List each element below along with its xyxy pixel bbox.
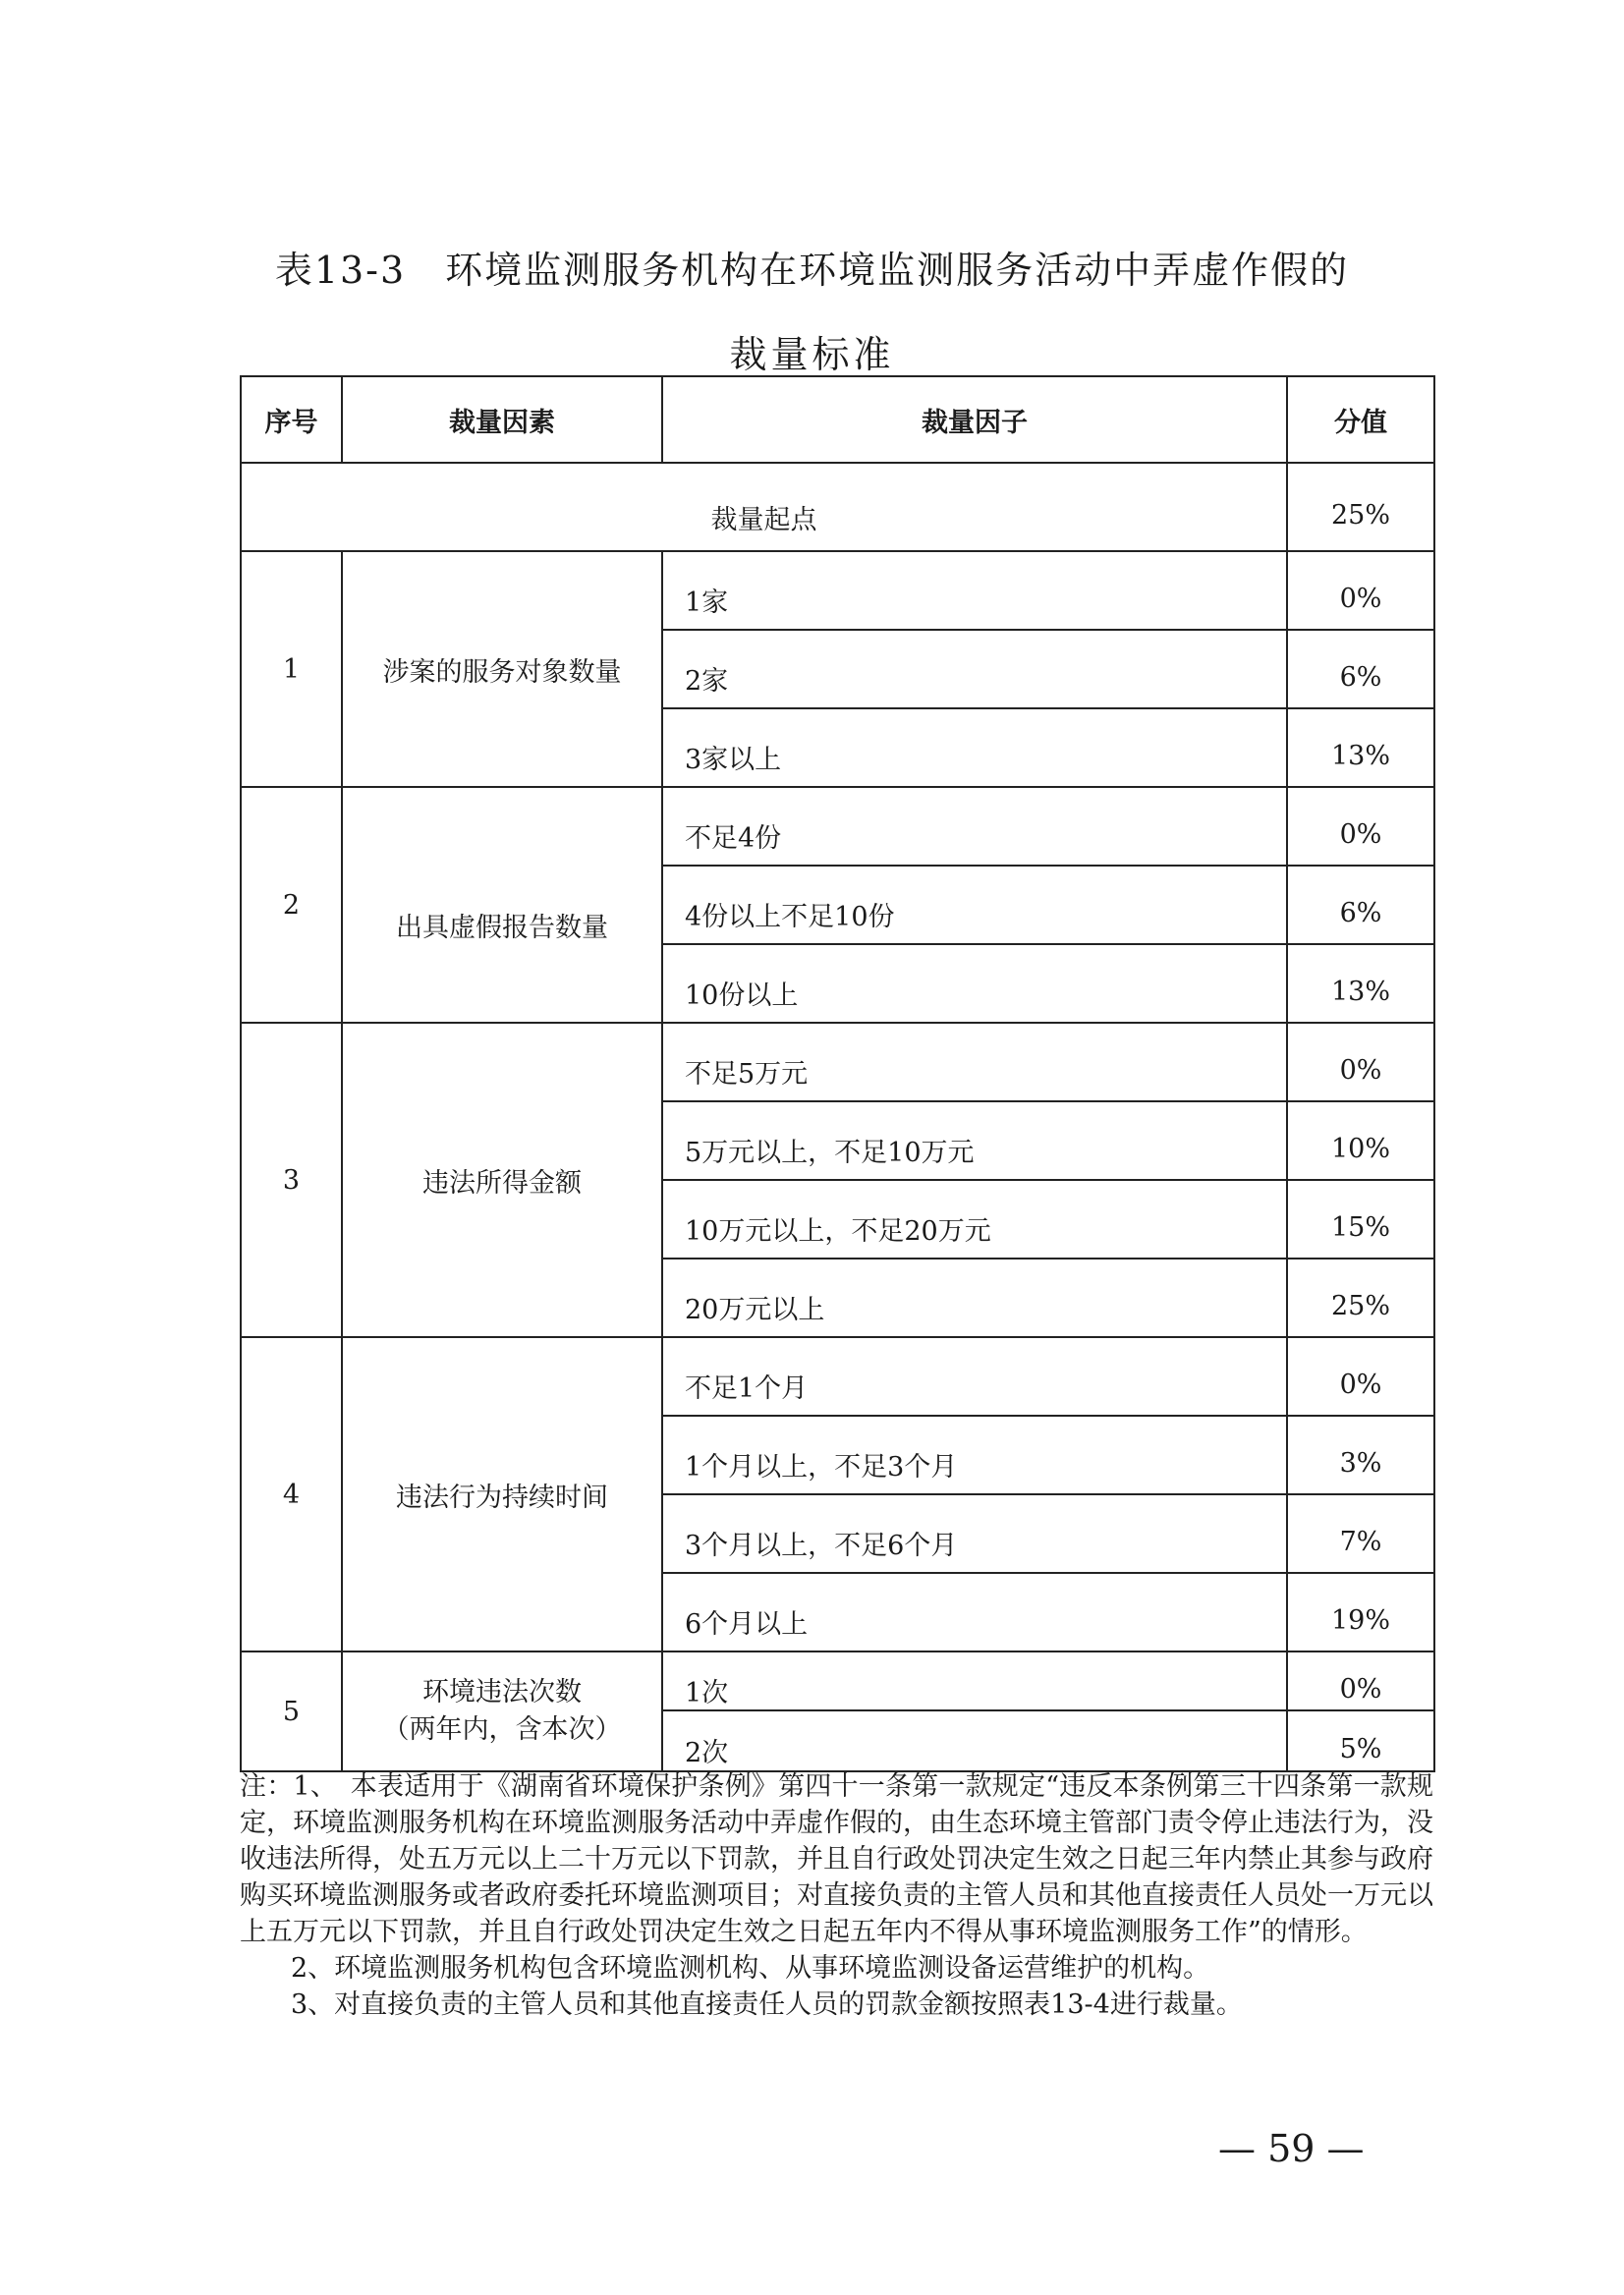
- score-value: 13%: [1287, 944, 1434, 1023]
- score-value: 6%: [1287, 866, 1434, 944]
- score-value: 0%: [1287, 551, 1434, 630]
- sub-factor: 不足1个月: [662, 1337, 1287, 1416]
- start-row: [241, 463, 1434, 551]
- sub-factor: 20万元以上: [662, 1259, 1287, 1337]
- sub-factor: 10万元以上，不足20万元: [662, 1180, 1287, 1259]
- group-seq: 5: [241, 1651, 342, 1771]
- sub-factor: 10份以上: [662, 944, 1287, 1023]
- group-factor: 违法行为持续时间: [342, 1337, 662, 1651]
- header-seq: 序号: [241, 376, 342, 463]
- score-value: 15%: [1287, 1180, 1434, 1259]
- score-value: 0%: [1287, 787, 1434, 866]
- group-seq: 4: [241, 1337, 342, 1651]
- sub-factor: 不足5万元: [662, 1023, 1287, 1101]
- group-factor: 涉案的服务对象数量: [342, 551, 662, 787]
- score-value: 10%: [1287, 1101, 1434, 1180]
- table-notes: [240, 1768, 1433, 2023]
- discretion-table: [240, 375, 1435, 1772]
- table-row: [241, 1651, 1434, 1710]
- sub-factor: 6个月以上: [662, 1573, 1287, 1651]
- sub-factor: 4份以上不足10份: [662, 866, 1287, 944]
- group-factor: 出具虚假报告数量: [342, 787, 662, 1023]
- start-label: 裁量起点: [241, 463, 1287, 551]
- start-value: 25%: [1287, 463, 1434, 551]
- score-value: 5%: [1287, 1710, 1434, 1771]
- group-seq: 2: [241, 787, 342, 1023]
- table-title: 表13-3 环境监测服务机构在环境监测服务活动中弄虚作假的: [274, 249, 1350, 292]
- group-seq: 3: [241, 1023, 342, 1337]
- score-value: 19%: [1287, 1573, 1434, 1651]
- table-title-line2: 裁量标准: [729, 333, 895, 376]
- score-value: 25%: [1287, 1259, 1434, 1337]
- group-factor-line2: （两年内，含本次）: [382, 1714, 622, 1745]
- group-factor-line1: 环境违法次数: [422, 1677, 582, 1707]
- sub-factor: 3个月以上，不足6个月: [662, 1494, 1287, 1573]
- sub-factor: 1个月以上，不足3个月: [662, 1416, 1287, 1494]
- sub-factor: 2家: [662, 630, 1287, 708]
- score-value: 0%: [1287, 1651, 1434, 1710]
- score-value: 6%: [1287, 630, 1434, 708]
- score-value: 0%: [1287, 1023, 1434, 1101]
- table-row: [241, 787, 1434, 866]
- group-factor: [342, 1651, 662, 1771]
- page-number: — 59 —: [1218, 2127, 1365, 2170]
- header-factor: 裁量因素: [342, 376, 662, 463]
- sub-factor: 2次: [662, 1710, 1287, 1771]
- header-row: [241, 376, 1434, 463]
- group-seq: 1: [241, 551, 342, 787]
- score-value: 3%: [1287, 1416, 1434, 1494]
- table-row: [241, 1337, 1434, 1416]
- sub-factor: 3家以上: [662, 708, 1287, 787]
- table-row: [241, 1023, 1434, 1101]
- sub-factor: 1家: [662, 551, 1287, 630]
- note-2: 2、环境监测服务机构包含环境监测机构、从事环境监测设备运营维护的机构。: [291, 1953, 1210, 1984]
- note-3: 3、对直接负责的主管人员和其他直接责任人员的罚款金额按照表13-4进行裁量。: [291, 1989, 1243, 2020]
- sub-factor: 5万元以上，不足10万元: [662, 1101, 1287, 1180]
- header-sub-factor: 裁量因子: [662, 376, 1287, 463]
- group-factor: 违法所得金额: [342, 1023, 662, 1337]
- table-row: [241, 551, 1434, 630]
- note-1: 注：1、 本表适用于《湖南省环境保护条例》第四十一条第一款规定“违反本条例第三十四条第一款规定，环境监测服务机构在环境监测服务活动中弄虚作假的，由生态环境主管部门责令停止违法行为，没收违法所得，处五万元以上二十万元以下罚款，并且自行政处罚决定生效之日起三年内禁止其参与政府购买环境监测服务或者政府委托环境监测项目；对直接负责的主管人员和其他直接责任人员处一万元以上五万元以下罚款，并且自行政处罚决定生效之日起五年内不得从事环境监测服务工作”的情形。: [240, 1771, 1433, 1947]
- score-value: 0%: [1287, 1337, 1434, 1416]
- score-value: 7%: [1287, 1494, 1434, 1573]
- sub-factor: 1次: [662, 1651, 1287, 1710]
- sub-factor: 不足4份: [662, 787, 1287, 866]
- header-score: 分值: [1287, 376, 1434, 463]
- score-value: 13%: [1287, 708, 1434, 787]
